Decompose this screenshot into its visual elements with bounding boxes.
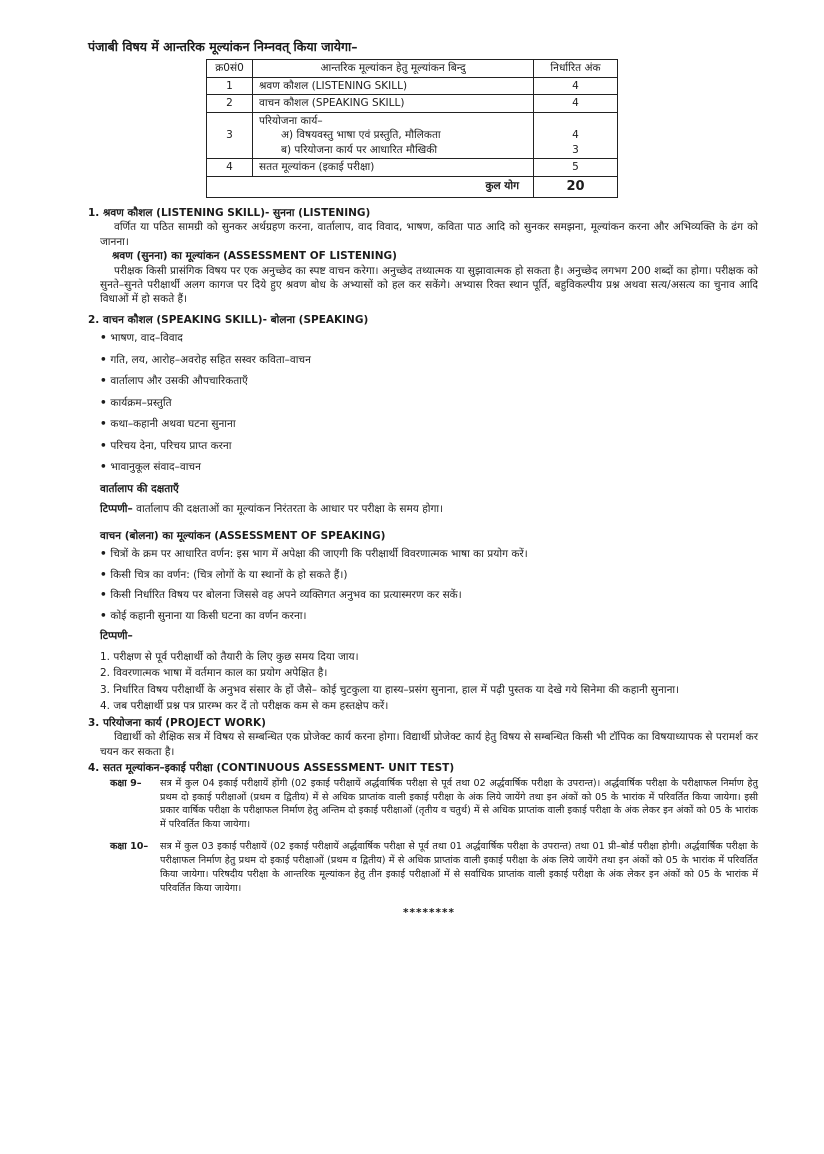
notes-title: टिप्पणी– (100, 630, 133, 643)
list-item: • वार्तालाप और उसकी औपचारिकताएँ (100, 374, 758, 388)
list-item: 3. निर्धारित विषय परीक्षार्थी के अनुभव संसार के हों जैसे– कोई चुटकुला या हास्य–प्रसंग सुनाना, हाल में पढ़ी पुस्तक या देखे गये सिनेमा की कहानी सुनाना। (100, 683, 680, 696)
total-value: 20 (534, 176, 618, 197)
header-marks: निर्धारित अंक (534, 60, 618, 77)
table-row (207, 77, 618, 94)
table-row (207, 95, 618, 112)
row-marks-b: 3 (572, 143, 579, 156)
row-point: श्रवण कौशल (LISTENING SKILL) (253, 77, 534, 94)
table-row (207, 159, 618, 176)
row-serial: 2 (207, 95, 253, 112)
row-serial: 4 (207, 159, 253, 176)
section-1-para: वर्णित या पठित सामग्री को सुनकर अर्थग्रहण करना, वार्तालाप, वाद विवाद, भाषण, कविता पाठ आदि को सुनकर समझना, मूल्यांकन करना और अभिव्यक्ति के ढंग को जानना। (100, 221, 758, 248)
class-10-label: कक्षा 10– (110, 841, 149, 853)
list-item: • गति, लय, आरोह–अवरोह सहित सस्वर कविता–वाचन (100, 353, 758, 367)
list-item: • परिचय देना, परिचय प्राप्त करना (100, 439, 758, 453)
row-point: वाचन कौशल (SPEAKING SKILL) (253, 95, 534, 112)
section-2-title: 2. वाचन कौशल (SPEAKING SKILL)- बोलना (SPEAKING) (88, 313, 369, 326)
row-marks-a: 4 (572, 129, 579, 142)
main-heading: पंजाबी विषय में आन्तरिक मूल्यांकन निम्नवत् किया जायेगा– (88, 39, 358, 54)
listening-assessment-title: श्रवण (सुनना) का मूल्यांकन (ASSESSMENT OF LISTENING) (112, 250, 397, 263)
list-item: 1. परीक्षण से पूर्व परीक्षार्थी को तैयारी के लिए कुछ समय दिया जाय। (100, 650, 359, 663)
notes-list (100, 650, 758, 714)
row-serial: 3 (207, 112, 253, 158)
row-marks: 4 (534, 95, 618, 112)
list-item: • किसी चित्र का वर्णन: (चित्र लोगों के या स्थानों के हो सकते हैं।) (100, 568, 758, 582)
table-total-row (207, 176, 618, 197)
list-item: • चित्रों के क्रम पर आधारित वर्णन: इस भाग में अपेक्षा की जाएगी कि परीक्षार्थी विवरणात्मक भाषा का प्रयोग करें। (100, 547, 758, 561)
list-item: • कोई कहानी सुनाना या किसी घटना का वर्णन करना। (100, 609, 758, 623)
list-item: 2. विवरणात्मक भाषा में वर्तमान काल का प्रयोग अपेक्षित है। (100, 667, 328, 680)
section-4-title: 4. सतत मूल्यांकन–इकाई परीक्षा (CONTINUOUS ASSESSMENT- UNIT TEST) (88, 762, 455, 775)
table-row (207, 112, 618, 158)
header-point: आन्तरिक मूल्यांकन हेतु मूल्यांकन बिन्दु (253, 60, 534, 77)
conversation-skills-title: वार्तालाप की दक्षताएँ (100, 482, 179, 495)
class-10-block (110, 840, 758, 896)
speaking-assessment-title: वाचन (बोलना) का मूल्यांकन (ASSESSMENT OF SPEAKING) (100, 529, 386, 542)
conversation-note (100, 502, 758, 516)
speaking-skill-list (100, 331, 758, 474)
total-label: कुल योग (253, 176, 534, 197)
section-3-title: 3. परियोजना कार्य (PROJECT WORK) (88, 716, 266, 729)
row-point (253, 112, 534, 158)
row-marks: 4 (534, 77, 618, 94)
section-1-title: 1. श्रवण कौशल (LISTENING SKILL)- सुनना (LISTENING) (88, 206, 371, 219)
row-point-sub-b: ब) परियोजना कार्य पर आधारित मौखिकी (281, 143, 438, 156)
end-marker: ******** (403, 906, 455, 919)
listening-assessment-para: परीक्षक किसी प्रासंगिक विषय पर एक अनुच्छेद का स्पष्ट वाचन करेगा। अनुच्छेद तथ्यात्मक या सुझावात्मक हो सकता है। अनुच्छेद लगभग 200 शब्दों का होगा। परीक्षक को सुनते–सुनते परीक्षार्थी अलग कागज पर दिये हुए श्रवण बोध के अभ्यासों को हल कर सकेंगे। अभ्यास रिक्त स्थान पूर्ति, बहुविकल्पीय प्रश्न अथवा सत्य/असत्य का चुनाव आदि विधाओं में हो सकते हैं। (100, 264, 758, 306)
row-point-main: परियोजना कार्य– (259, 114, 323, 127)
list-item: • कार्यक्रम–प्रस्तुति (100, 396, 758, 410)
class-9-block (110, 777, 758, 833)
list-item: • भाषण, वाद–विवाद (100, 331, 758, 345)
header-serial: क्र0सं0 (207, 60, 253, 77)
list-item: • भावानुकूल संवाद–वाचन (100, 460, 758, 474)
row-point-sub-a: अ) विषयवस्तु भाषा एवं प्रस्तुति, मौलिकता (281, 129, 441, 142)
note-text: वार्तालाप की दक्षताओं का मूल्यांकन निरंतरता के आधार पर परीक्षा के समय होगा। (132, 503, 444, 516)
row-serial: 1 (207, 77, 253, 94)
class-9-label: कक्षा 9– (110, 777, 142, 789)
row-point: सतत मूल्यांकन (इकाई परीक्षा) (253, 159, 534, 176)
row-marks: 5 (534, 159, 618, 176)
row-marks (534, 112, 618, 158)
speaking-assessment-list (100, 547, 758, 623)
class-9-text: सत्र में कुल 04 इकाई परीक्षायें होंगी (02 इकाई परीक्षायें अर्द्धवार्षिक परीक्षा से पूर्व तथा 02 अर्द्धवार्षिक परीक्षा के उपरान्त)। अर्द्धवार्षिक परीक्षा के परीक्षाफल निर्माण हेतु प्रथम दो इकाई परीक्षाओं (प्रथम व द्वितीय) में से अधिक प्राप्तांक वाली इकाई परीक्षा के अंक लिये जायेंगे तथा इन अंकों को 05 के भारांक में परिवर्तित किया जायेगा। इसी प्रकार वार्षिक परीक्षा के परीक्षाफल निर्माण हेतु अन्तिम दो इकाई परीक्षाओं (तृतीय व चतुर्थ) में से अधिक प्राप्तांक वाली इकाई परीक्षा के अंक लेकर इन अंकों को 05 के भारांक में परिवर्तित किया जायेगा। (160, 777, 758, 831)
section-3-para: विद्यार्थी को शैक्षिक सत्र में विषय से सम्बन्धित एक प्रोजेक्ट कार्य करना होगा। विद्यार्थी प्रोजेक्ट कार्य हेतु विषय से सम्बन्धित किसी भी टॉपिक का विषयाध्यापक से परामर्श कर चयन कर सकता है। (100, 731, 758, 758)
class-10-text: सत्र में कुल 03 इकाई परीक्षायें (02 इकाई परीक्षायें अर्द्धवार्षिक परीक्षा से पूर्व तथा 01 अर्द्धवार्षिक परीक्षा के उपरान्त) तथा 01 प्री–बोर्ड परीक्षा होगी। अर्द्धवार्षिक परीक्षा के परीक्षाफल निर्माण हेतु प्रथम दो इकाई परीक्षाओं (प्रथम व द्वितीय) में से अधिक प्राप्तांक वाली इकाई परीक्षा के अंक लिये जायेंगे तथा इन अंकों को 05 के भारांक में परिवर्तित किया जायेगा। परिषदीय परीक्षा के आन्तरिक मूल्यांकन हेतु तीन इकाई परीक्षाओं में से सर्वाधिक प्राप्तांक वाली इकाई परीक्षा के अंक लेकर इन अंकों को 05 के भारांक में परिवर्तित किया जायेगा। (160, 841, 758, 894)
list-item: 4. जब परीक्षार्थी प्रश्न पत्र प्रारम्भ कर दें तो परीक्षक कम से कम हस्तक्षेप करें। (100, 700, 389, 713)
list-item: • किसी निर्धारित विषय पर बोलना जिससे वह अपने व्यक्तिगत अनुभव का प्रत्यास्मरण कर सकें। (100, 588, 758, 602)
table-header-row (207, 60, 618, 77)
note-label: टिप्पणी– (100, 503, 133, 516)
marks-table (206, 59, 618, 197)
list-item: • कथा–कहानी अथवा घटना सुनाना (100, 417, 758, 431)
